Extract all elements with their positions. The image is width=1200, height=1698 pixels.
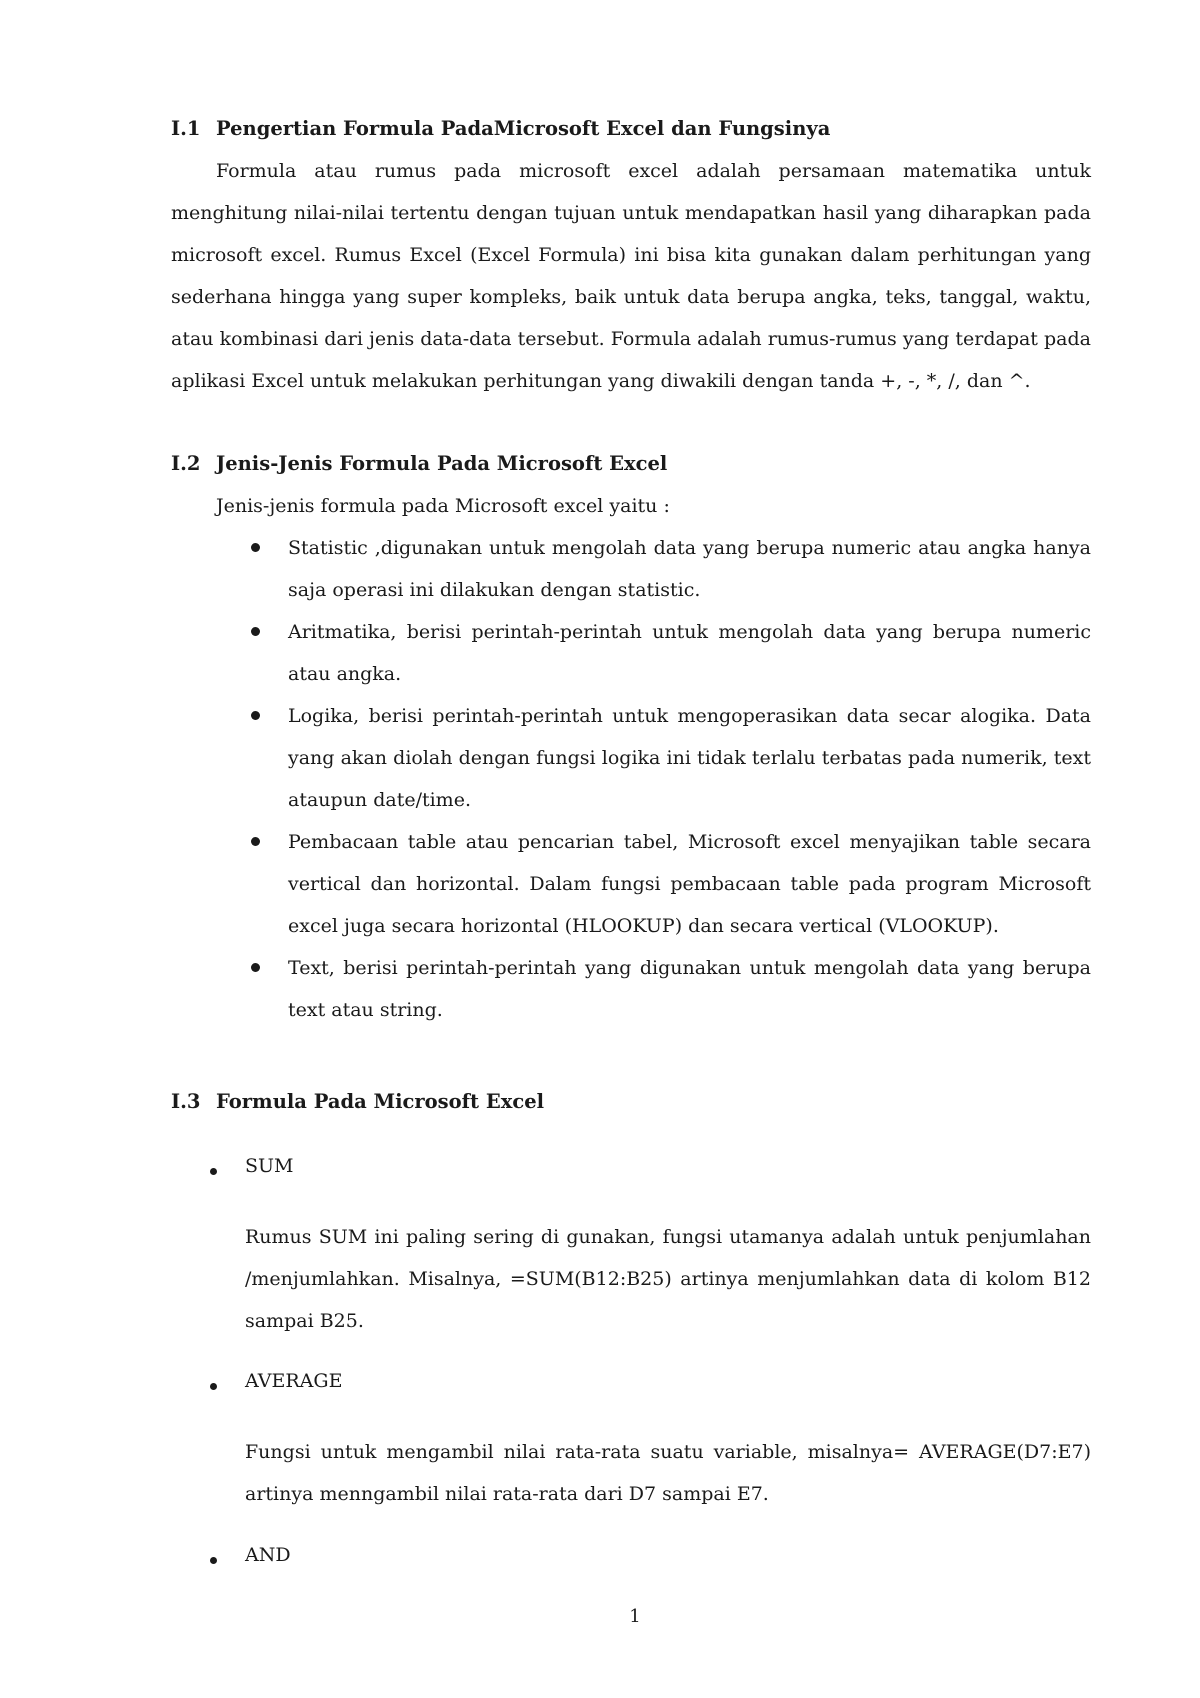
list-item: Logika, berisi perintah-perintah untuk mengoperasikan data secar alogika. Data yang akan diolah dengan fungsi logika ini tidak terlalu terbatas pada numerik, text ataupun date/time.: [288, 705, 1091, 811]
section-1-heading: [171, 117, 830, 140]
section-3-number: I.3: [171, 1090, 201, 1113]
section-1-paragraph: Formula atau rumus pada microsoft excel adalah persamaan matematika untuk menghitung nilai-nilai tertentu dengan tujuan untuk mendapatkan hasil yang diharapkan pada microsoft excel. Rumus Excel (Excel Formula) ini bisa kita gunakan dalam perhitungan yang sederhana hingga yang super kompleks, baik untuk data berupa angka, teks, tanggal, waktu, atau kombinasi dari jenis data-data tersebut. Formula adalah rumus-rumus yang terdapat pada aplikasi Excel untuk melakukan perhitungan yang diwakili dengan tanda +, -, *, /, dan ^.: [171, 160, 1091, 392]
bullet-icon: [251, 543, 260, 552]
page-number: 1: [629, 1606, 641, 1627]
list-item: Statistic ,digunakan untuk mengolah data yang berupa numeric atau angka hanya saja operasi ini dilakukan dengan statistic.: [288, 537, 1091, 601]
section-2-title: Jenis-Jenis Formula Pada Microsoft Excel: [216, 452, 668, 475]
section-3-title: Formula Pada Microsoft Excel: [216, 1090, 545, 1113]
bullet-icon: [251, 837, 260, 846]
list-item: Text, berisi perintah-perintah yang digunakan untuk mengolah data yang berupa text atau string.: [288, 957, 1091, 1021]
formula-description-average: Fungsi untuk mengambil nilai rata-rata suatu variable, misalnya= AVERAGE(D7:E7) artinya menngambil nilai rata-rata dari D7 sampai E7.: [245, 1441, 1091, 1505]
list-item: Aritmatika, berisi perintah-perintah untuk mengolah data yang berupa numeric atau angka.: [288, 621, 1091, 685]
bullet-icon: [251, 627, 260, 636]
formula-description-sum: Rumus SUM ini paling sering di gunakan, fungsi utamanya adalah untuk penjumlahan /menjumlahkan. Misalnya, =SUM(B12:B25) artinya menjumlahkan data di kolom B12 sampai B25.: [245, 1226, 1091, 1332]
section-2-heading: [171, 452, 667, 475]
bullet-icon: [210, 1168, 217, 1175]
section-1-number: I.1: [171, 117, 201, 140]
bullet-icon: [210, 1557, 217, 1564]
formula-name-sum: SUM: [245, 1155, 294, 1177]
bullet-icon: [251, 963, 260, 972]
section-2-intro: Jenis-jenis formula pada Microsoft excel yaitu :: [216, 495, 670, 517]
section-3-heading: [171, 1090, 544, 1113]
section-2-number: I.2: [171, 452, 201, 475]
list-item: Pembacaan table atau pencarian tabel, Microsoft excel menyajikan table secara vertical dan horizontal. Dalam fungsi pembacaan table pada program Microsoft excel juga secara horizontal (HLOOKUP) dan secara vertical (VLOOKUP).: [288, 831, 1091, 937]
section-1-title: Pengertian Formula PadaMicrosoft Excel dan Fungsinya: [216, 117, 831, 140]
formula-name-average: AVERAGE: [245, 1370, 343, 1392]
bullet-icon: [251, 711, 260, 720]
bullet-icon: [210, 1383, 217, 1390]
formula-name-and: AND: [245, 1544, 291, 1566]
